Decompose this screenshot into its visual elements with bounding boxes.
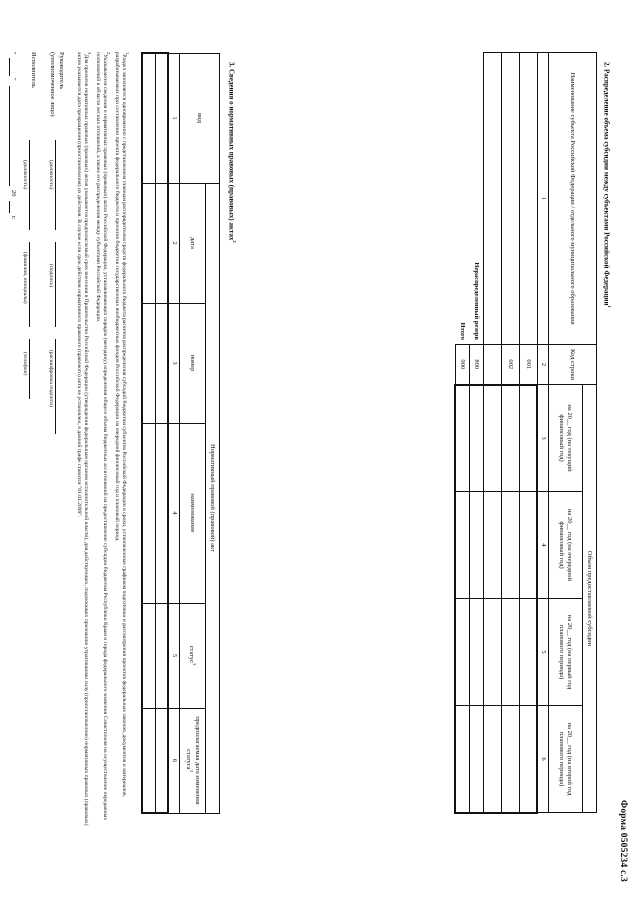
table-row (143, 53, 156, 813)
t3-colnum: 2 (169, 183, 180, 303)
t2-header-current-year: на 20__ год (на текущий финансовый год) (549, 385, 583, 492)
t2-total-label: Итого (459, 322, 467, 340)
t3-cell[interactable] (143, 53, 156, 183)
table-row (456, 53, 470, 813)
t3-cell[interactable] (143, 183, 156, 303)
table-row (156, 53, 169, 813)
signature-block (5, 52, 65, 832)
head-decode-field[interactable] (55, 339, 65, 434)
t2-cell-value[interactable] (470, 385, 484, 492)
t2-cell-code: 002 (502, 345, 520, 385)
section3-title-sup: 2 (232, 240, 237, 243)
t3-cell[interactable] (143, 603, 156, 708)
t2-header-next-year: на 20__ год (на очередной финансовый год) (549, 492, 583, 599)
t2-total-code: 900 (456, 345, 470, 385)
t2-cell-value[interactable] (484, 385, 502, 492)
t2-cell-value[interactable] (502, 599, 520, 706)
section2-title-text: 2. Распределение объема субсидии между субъектами Российской Федерации (602, 62, 611, 306)
t3-header-status-sup: 3 (192, 663, 198, 666)
t2-cell-value[interactable] (520, 599, 538, 706)
table-row (470, 53, 484, 813)
t3-header-status-text: статус (188, 645, 196, 664)
t2-cell-name[interactable] (520, 53, 538, 345)
t2-cell-value[interactable] (502, 492, 520, 599)
footnote-2 (93, 52, 111, 832)
t2-header-code: Код строки (549, 345, 597, 385)
t2-header-plan-year1: на 20__ год (на первый год планового периода) (549, 599, 583, 706)
t2-cell-name[interactable] (502, 53, 520, 345)
date-year-field[interactable] (9, 201, 19, 213)
date-suffix: г. (10, 216, 17, 220)
t3-cell[interactable] (156, 603, 169, 708)
t2-cell-value[interactable] (456, 385, 470, 492)
t2-colnum: 4 (538, 492, 549, 599)
table-row (502, 53, 520, 813)
t2-reserve-code: 800 (470, 345, 484, 385)
head-decode-caption: (расшифровка подписи) (48, 350, 54, 408)
executor-phone-field[interactable] (29, 339, 39, 399)
t3-cell[interactable] (156, 183, 169, 303)
head-position-field[interactable] (55, 140, 65, 230)
t2-reserve-label: Нераспределенный резерв (472, 262, 480, 340)
t3-header-title: наименование (180, 423, 206, 603)
t2-cell-value[interactable] (456, 492, 470, 599)
table-row (484, 53, 502, 813)
t2-colnum: 2 (538, 345, 549, 385)
form-number: Форма 0505234 с.3 (618, 800, 628, 882)
t3-cell[interactable] (143, 303, 156, 423)
footnote-1-sup: 1 (125, 52, 130, 55)
t3-header-status (180, 603, 206, 708)
footnote-1-text: Раздел заполняется одновременно с представлением главным распорядителем средств федерального бюджета расчетов распределения субсидий бюджетам субъектов Российской Федерации в сроки, установленные графиком подготовки и рассмотрения проектов федеральных законов, документов и материалов, разрабатываемых при составлении проекта федерального бюджета и проектов бюджетов государственных внебюджетных фондов Российской Федерации на очередной финансовый год и плановый период. (113, 52, 128, 797)
executor-fio-caption: (фамилия, инициалы) (22, 252, 28, 304)
executor-position-field[interactable] (29, 140, 39, 230)
footnote-3-text: Для проектов нормативных правовых (правовых) актов указывается предполагаемый срок внесения в Правительство Российской Федерации (утверждения федеральным органом исполнительной власти), для действующих, подлежащих признанию утратившими силу (приостановлению) нормативных правовых (правовых) актов указывается дата прекращения (приостановления) их действия. В случае если срок действия нормативного правового (правового) акта не установлен, в данной графе ставится "01.01.2099". (75, 52, 90, 826)
section3-title-text: 3. Сведения о нормативных правовых (правовых) актах (227, 62, 236, 241)
t2-cell-code: 001 (520, 345, 538, 385)
footnote-3-sup: 3 (87, 52, 93, 55)
t3-header-status-date (180, 708, 206, 813)
head-signature-caption: (подпись) (48, 264, 54, 288)
t3-cell[interactable] (143, 423, 156, 603)
t2-cell-value[interactable] (502, 706, 520, 813)
t2-cell-value[interactable] (520, 385, 538, 492)
footnote-2-sup: 2 (106, 52, 112, 55)
t3-header-number: номер (180, 303, 206, 423)
executor-fio-field[interactable] (29, 242, 39, 327)
section2-table (455, 52, 598, 814)
section2-title (603, 62, 612, 308)
t2-cell-value[interactable] (470, 706, 484, 813)
t2-cell-value[interactable] (470, 492, 484, 599)
t3-colnum: 4 (169, 423, 180, 603)
t2-cell-code (484, 345, 502, 385)
t2-cell-value[interactable] (456, 706, 470, 813)
t2-header-group: Объем предоставляемой субсидии (583, 385, 597, 813)
t3-colnum: 3 (169, 303, 180, 423)
date-quote-close: " (10, 78, 17, 81)
executor-label: Исполнитель (30, 52, 37, 88)
t2-cell-value[interactable] (470, 599, 484, 706)
t2-cell-value[interactable] (520, 492, 538, 599)
footnote-3 (74, 52, 92, 832)
executor-phone-caption: (телефон) (22, 352, 28, 376)
head-signature-field[interactable] (55, 242, 65, 327)
date-quote-open: " (10, 52, 17, 55)
section2-title-sup: 1 (607, 305, 612, 308)
t2-cell-value[interactable] (520, 706, 538, 813)
t2-cell-value[interactable] (484, 492, 502, 599)
t2-colnum: 5 (538, 599, 549, 706)
t2-cell-value[interactable] (456, 599, 470, 706)
t2-cell-value[interactable] (484, 599, 502, 706)
head-label: Руководитель (58, 52, 65, 90)
section3-title (228, 62, 237, 243)
t2-cell-value[interactable] (502, 385, 520, 492)
head-label-sub: (уполномоченное лицо) (49, 52, 56, 117)
head-position-caption: (должность) (48, 160, 54, 190)
t2-cell-value[interactable] (484, 706, 502, 813)
t3-cell[interactable] (143, 708, 156, 813)
executor-position-caption: (должность) (22, 160, 28, 190)
date-day-field[interactable] (9, 58, 19, 76)
date-month-field[interactable] (9, 86, 19, 186)
t3-colnum: 1 (169, 53, 180, 183)
footnote-2-text: Указываются сведения о нормативных правовых (правовых) актах Российской Федерации, устанавливающих порядок (методику) определения общего объема бюджетных ассигнований на предоставление субсидии бюджетам Республики Крым и города федерального значения Севастополя на осуществление переданных полномочий в области лесных отношений, а также его распределения между субъектами Российской Федерации. (94, 52, 109, 821)
t3-header-date: дата (180, 183, 206, 303)
t3-cell[interactable] (156, 53, 169, 183)
t2-colnum: 6 (538, 706, 549, 813)
t2-colnum: 1 (538, 53, 549, 345)
t3-colnum: 6 (169, 708, 180, 813)
section3-table (142, 52, 221, 814)
footnote-1 (112, 52, 130, 832)
t3-cell[interactable] (156, 708, 169, 813)
t2-header-name: Наименование субъекта Российской Федерации / отдельного муниципального образования (549, 53, 597, 345)
t3-cell[interactable] (156, 303, 169, 423)
t3-header-status-date-text: предполагаемая дата изменения статуса (184, 716, 202, 805)
date-year-prefix: 20 (10, 190, 17, 197)
t3-colnum: 5 (169, 603, 180, 708)
t3-header-status-date-sup: 3 (188, 769, 194, 772)
t2-header-plan-year2: на 20__ год (на второй год планового периода) (549, 706, 583, 813)
t3-header-kind: вид (180, 53, 220, 183)
t2-colnum: 3 (538, 385, 549, 492)
t3-header-group: Нормативный правовой (правовой) акт (206, 183, 220, 813)
t3-cell[interactable] (156, 423, 169, 603)
footnotes (73, 52, 130, 832)
t2-cell-name[interactable] (484, 53, 502, 345)
table-row (520, 53, 538, 813)
